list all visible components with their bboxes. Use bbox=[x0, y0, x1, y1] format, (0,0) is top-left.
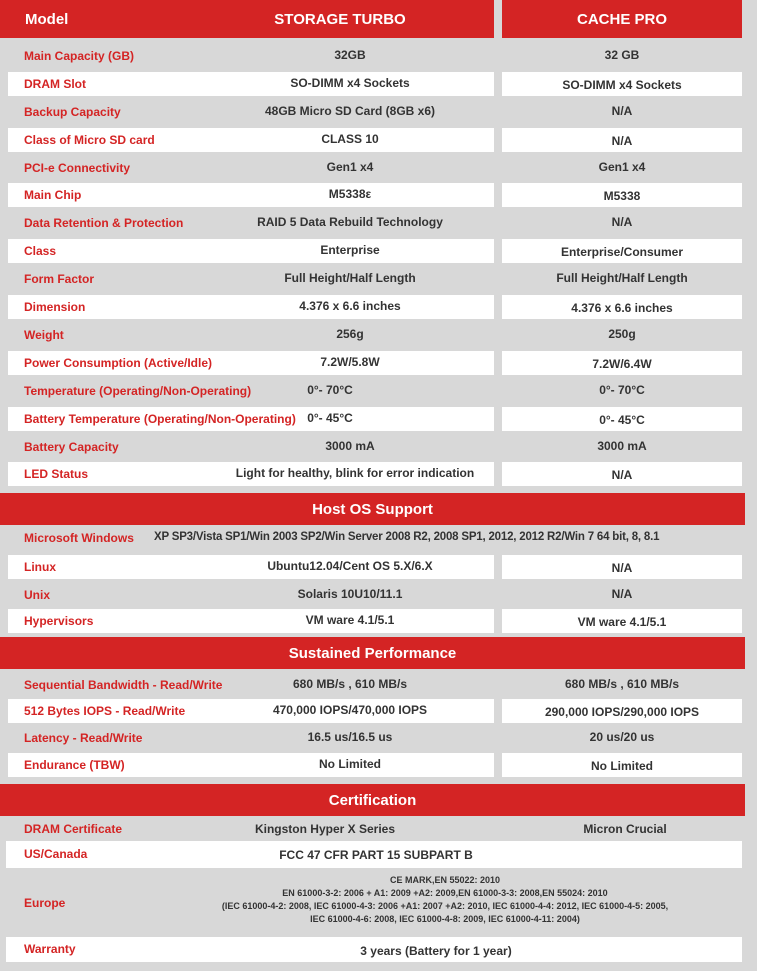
performance-row-label: Latency - Read/Write bbox=[24, 731, 143, 745]
row-label: DRAM Certificate bbox=[24, 822, 123, 836]
performance-row-value-a: 680 MB/s , 610 MB/s bbox=[292, 677, 408, 691]
host-os-row-value-a: Solaris 10U10/11.1 bbox=[297, 587, 403, 601]
spec-row-value-b: SO-DIMM x4 Sockets bbox=[562, 78, 682, 92]
header-model: Model bbox=[25, 10, 69, 28]
performance-row-value-b: 290,000 IOPS/290,000 IOPS bbox=[544, 705, 700, 719]
spec-row-value-b: 3000 mA bbox=[597, 439, 647, 453]
performance-row-value-b: 680 MB/s , 610 MB/s bbox=[564, 677, 680, 691]
value-b: Micron Crucial bbox=[583, 822, 667, 836]
spec-row-value-b: N/A bbox=[611, 215, 633, 229]
host-os-row-value-b: N/A bbox=[611, 587, 633, 601]
spec-row-value-b: 0°- 70°C bbox=[599, 383, 645, 397]
europe-line: (IEC 61000-4-2: 2008, IEC 61000-4-3: 2006 +A1: 2007 +A2: 2010, IEC 61000-4-4: 2012, IEC 61000-4-5: 2005, bbox=[221, 901, 669, 911]
spec-row-value-b: 0°- 45°C bbox=[599, 413, 645, 427]
spec-row-label: PCI-e Connectivity bbox=[24, 161, 131, 175]
europe-line: CE MARK,EN 55022: 2010 bbox=[389, 875, 501, 885]
performance-row-value-a: 16.5 us/16.5 us bbox=[307, 730, 393, 744]
spec-row-label: Class of Micro SD card bbox=[24, 133, 155, 147]
performance-row-value-a: 470,000 IOPS/470,000 IOPS bbox=[272, 703, 428, 717]
performance-row-value-a: No Limited bbox=[319, 757, 381, 771]
section-title: Sustained Performance bbox=[288, 644, 457, 662]
spec-row-value-a: RAID 5 Data Rebuild Technology bbox=[257, 215, 443, 229]
value-a: Kingston Hyper X Series bbox=[254, 822, 396, 836]
spec-row-value-a: 48GB Micro SD Card (8GB x6) bbox=[264, 104, 436, 118]
spec-row-value-a: M5338ε bbox=[328, 187, 372, 201]
europe-line: EN 61000-3-2: 2006 + A1: 2009 +A2: 2009,EN 61000-3-3: 2008,EN 55024: 2010 bbox=[282, 888, 608, 898]
row-label: Microsoft Windows bbox=[24, 531, 134, 545]
spec-row-value-b: Full Height/Half Length bbox=[556, 271, 688, 285]
host-os-row-value-b: VM ware 4.1/5.1 bbox=[577, 615, 667, 629]
host-os-row-value-a: VM ware 4.1/5.1 bbox=[305, 613, 395, 627]
spec-row-label: Power Consumption (Active/Idle) bbox=[24, 356, 213, 370]
spec-row-value-a: Light for healthy, blink for error indication bbox=[235, 466, 475, 480]
spec-row-value-b: Gen1 x4 bbox=[598, 160, 646, 174]
spec-row-label: Class bbox=[24, 244, 57, 258]
section-header-host-os bbox=[0, 493, 745, 525]
europe-line: IEC 61000-4-6: 2008, IEC 61000-4-8: 2009, IEC 61000-4-11: 2004) bbox=[310, 914, 580, 924]
spec-row-label: LED Status bbox=[24, 467, 89, 481]
host-os-row-value-b: N/A bbox=[611, 561, 633, 575]
spec-row-value-a: 7.2W/5.8W bbox=[320, 355, 380, 369]
spec-row-label: Main Chip bbox=[24, 188, 82, 202]
row-value: XP SP3/Vista SP1/Win 2003 SP2/Win Server 2008 R2, 2008 SP1, 2012, 2012 R2/Win 7 64 bit, 8, 8.1 bbox=[154, 531, 660, 543]
spec-row-value-a: 32GB bbox=[334, 48, 366, 62]
spec-row-value-a: 0°- 70°C bbox=[307, 383, 353, 397]
spec-row-value-a: 3000 mA bbox=[325, 439, 375, 453]
spec-row-value-b: 4.376 x 6.6 inches bbox=[571, 301, 673, 315]
spec-row-label: Dimension bbox=[24, 300, 86, 314]
spec-row-value-b: N/A bbox=[611, 468, 633, 482]
spec-row-value-b: 32 GB bbox=[604, 48, 640, 62]
header-product-b-cell bbox=[502, 0, 742, 38]
host-os-row-label: Unix bbox=[24, 588, 51, 602]
spec-row-label: DRAM Slot bbox=[24, 77, 86, 91]
spec-row-warranty bbox=[6, 937, 742, 962]
spec-row-value-a: Full Height/Half Length bbox=[284, 271, 416, 285]
row-label: Warranty bbox=[24, 942, 76, 956]
header-bar bbox=[0, 0, 494, 38]
section-header-performance bbox=[0, 637, 745, 669]
spec-row-value-a: 0°- 45°C bbox=[307, 411, 353, 425]
performance-row-value-b: 20 us/20 us bbox=[589, 730, 655, 744]
spec-row-label: Form Factor bbox=[24, 272, 95, 286]
host-os-row-label: Linux bbox=[24, 560, 56, 574]
spec-row-label: Backup Capacity bbox=[24, 105, 121, 119]
spec-row-value-a: 4.376 x 6.6 inches bbox=[299, 299, 401, 313]
spec-row-us-canada bbox=[6, 841, 742, 868]
spec-row-value-a: Gen1 x4 bbox=[326, 160, 374, 174]
spec-row-value-a: 256g bbox=[336, 327, 364, 341]
spec-row-label: Weight bbox=[24, 328, 64, 342]
performance-row-label: Sequential Bandwidth - Read/Write bbox=[24, 678, 223, 692]
spec-row-value-b: N/A bbox=[611, 104, 633, 118]
spec-row-label: Battery Temperature (Operating/Non-Operating) bbox=[24, 412, 296, 426]
spec-row-value-b: Enterprise/Consumer bbox=[560, 245, 684, 259]
spec-row-value-b: N/A bbox=[611, 134, 633, 148]
spec-row-value-b: M5338 bbox=[603, 189, 641, 203]
row-label: US/Canada bbox=[24, 847, 88, 861]
performance-row-value-b: No Limited bbox=[591, 759, 653, 773]
performance-row-label: 512 Bytes IOPS - Read/Write bbox=[24, 704, 186, 718]
section-title: Certification bbox=[328, 791, 417, 809]
spec-row-value-a: Enterprise bbox=[320, 243, 380, 257]
spec-row-value-b: 250g bbox=[608, 327, 636, 341]
header-product-b: CACHE PRO bbox=[576, 10, 667, 28]
spec-row-label: Temperature (Operating/Non-Operating) bbox=[24, 384, 252, 398]
spec-row-label: Battery Capacity bbox=[24, 440, 119, 454]
spec-row-label: Main Capacity (GB) bbox=[24, 49, 135, 63]
host-os-row-label: Hypervisors bbox=[24, 614, 94, 628]
spec-row-value-b: 7.2W/6.4W bbox=[592, 357, 652, 371]
spec-row-label: Data Retention & Protection bbox=[24, 216, 184, 230]
section-title: Host OS Support bbox=[312, 500, 433, 518]
section-header-certification bbox=[0, 784, 745, 816]
row-label: Europe bbox=[24, 896, 66, 910]
europe-value bbox=[150, 874, 740, 926]
spec-row-value-a: CLASS 10 bbox=[321, 132, 379, 146]
host-os-row-value-a: Ubuntu12.04/Cent OS 5.X/6.X bbox=[267, 559, 433, 573]
spec-row-value-a: SO-DIMM x4 Sockets bbox=[290, 76, 410, 90]
performance-row-label: Endurance (TBW) bbox=[24, 758, 125, 772]
header-product-a: STORAGE TURBO bbox=[274, 10, 406, 28]
row-value: FCC 47 CFR PART 15 SUBPART B bbox=[279, 848, 473, 862]
row-value: 3 years (Battery for 1 year) bbox=[360, 944, 512, 958]
